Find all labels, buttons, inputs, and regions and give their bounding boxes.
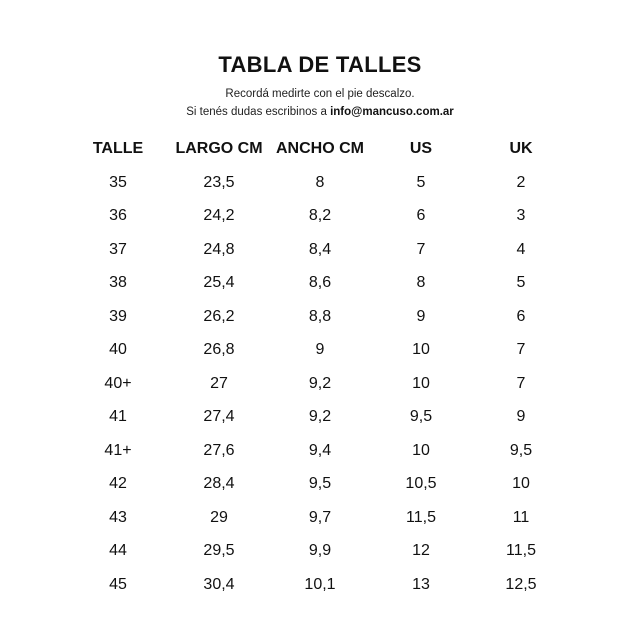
table-row (0, 272, 640, 306)
cell-ancho-cm: 9,2 (308, 374, 332, 392)
cell-us: 10 (412, 341, 430, 358)
cell-ancho-cm: 9,5 (308, 475, 332, 492)
cell-us: 5 (416, 173, 426, 191)
table-row (0, 440, 640, 474)
cell-uk: 3 (516, 207, 526, 224)
table-row (0, 205, 640, 239)
table-body (0, 172, 640, 608)
cell-ancho-cm: 9,7 (308, 508, 332, 526)
cell-ancho-cm: 8,2 (308, 207, 332, 224)
header-uk: UK (509, 140, 533, 157)
table-row (0, 540, 640, 574)
cell-uk: 9 (516, 408, 526, 425)
cell-uk: 5 (516, 274, 526, 291)
table-header-row (0, 138, 640, 172)
cell-us: 7 (416, 240, 426, 258)
cell-talle: 37 (109, 240, 127, 258)
header-ancho-cm: ANCHO CM (276, 140, 364, 157)
subtitle-instruction: Recordá medirte con el pie descalzo. (225, 88, 415, 100)
cell-ancho-cm: 10,1 (304, 575, 336, 593)
cell-ancho-cm: 9,4 (308, 441, 332, 459)
cell-largo-cm: 26,2 (203, 307, 235, 325)
cell-uk: 4 (516, 240, 526, 258)
table-row (0, 306, 640, 340)
table-row (0, 507, 640, 541)
cell-us: 10 (412, 374, 430, 392)
cell-largo-cm: 24,8 (203, 240, 235, 258)
cell-us: 9 (416, 307, 426, 325)
cell-talle: 35 (109, 173, 127, 191)
cell-talle: 41 (109, 408, 127, 425)
header-largo-cm: LARGO CM (175, 140, 263, 157)
cell-largo-cm: 27,4 (203, 408, 235, 425)
cell-largo-cm: 29 (210, 508, 228, 526)
contact-text: Si tenés dudas escribinos a (186, 106, 331, 118)
cell-us: 9,5 (409, 408, 433, 425)
cell-ancho-cm: 8 (315, 173, 325, 191)
cell-uk: 12,5 (505, 575, 537, 593)
cell-largo-cm: 25,4 (203, 274, 235, 291)
cell-talle: 39 (109, 307, 127, 325)
table-row (0, 574, 640, 608)
cell-uk: 6 (516, 307, 526, 325)
cell-talle: 42 (109, 475, 127, 492)
cell-us: 11,5 (406, 508, 436, 526)
cell-uk: 7 (516, 341, 526, 358)
page-title: TABLA DE TALLES (218, 52, 422, 77)
cell-uk: 2 (516, 173, 526, 191)
cell-ancho-cm: 8,4 (308, 240, 332, 258)
cell-uk: 11,5 (506, 542, 536, 559)
cell-uk: 10 (512, 475, 530, 492)
table-row (0, 473, 640, 507)
cell-talle: 44 (109, 542, 127, 559)
cell-ancho-cm: 8,8 (308, 307, 332, 325)
cell-talle: 40+ (104, 374, 132, 392)
table-row (0, 406, 640, 440)
cell-us: 10,5 (405, 475, 437, 492)
cell-largo-cm: 23,5 (203, 173, 235, 191)
table-row (0, 339, 640, 373)
table-row (0, 373, 640, 407)
cell-us: 10 (412, 441, 430, 459)
cell-talle: 38 (109, 274, 127, 291)
cell-talle: 36 (109, 207, 127, 224)
cell-largo-cm: 29,5 (203, 542, 235, 559)
cell-us: 12 (412, 542, 430, 559)
cell-talle: 40 (109, 341, 127, 358)
cell-largo-cm: 24,2 (203, 207, 235, 224)
table-row (0, 239, 640, 273)
table-row (0, 172, 640, 206)
cell-ancho-cm: 9,2 (308, 408, 332, 425)
cell-us: 13 (412, 575, 430, 593)
header-talle: TALLE (92, 140, 144, 157)
cell-us: 8 (416, 274, 426, 291)
cell-us: 6 (416, 207, 426, 224)
cell-largo-cm: 30,4 (203, 575, 235, 593)
subtitle-contact (0, 106, 640, 118)
size-table (0, 138, 640, 607)
cell-talle: 43 (109, 508, 127, 526)
header-us: US (409, 140, 433, 157)
cell-talle: 45 (109, 575, 127, 593)
cell-uk: 9,5 (509, 441, 533, 459)
cell-ancho-cm: 9 (315, 341, 325, 358)
cell-ancho-cm: 8,6 (308, 274, 332, 291)
cell-largo-cm: 27 (210, 374, 228, 392)
cell-talle: 41+ (104, 441, 132, 459)
cell-uk: 11 (512, 508, 530, 526)
cell-uk: 7 (516, 374, 526, 392)
cell-largo-cm: 28,4 (203, 475, 235, 492)
contact-email: info@mancuso.com.ar (330, 106, 454, 118)
cell-largo-cm: 27,6 (203, 441, 235, 459)
cell-largo-cm: 26,8 (203, 341, 235, 358)
cell-ancho-cm: 9,9 (308, 542, 332, 559)
